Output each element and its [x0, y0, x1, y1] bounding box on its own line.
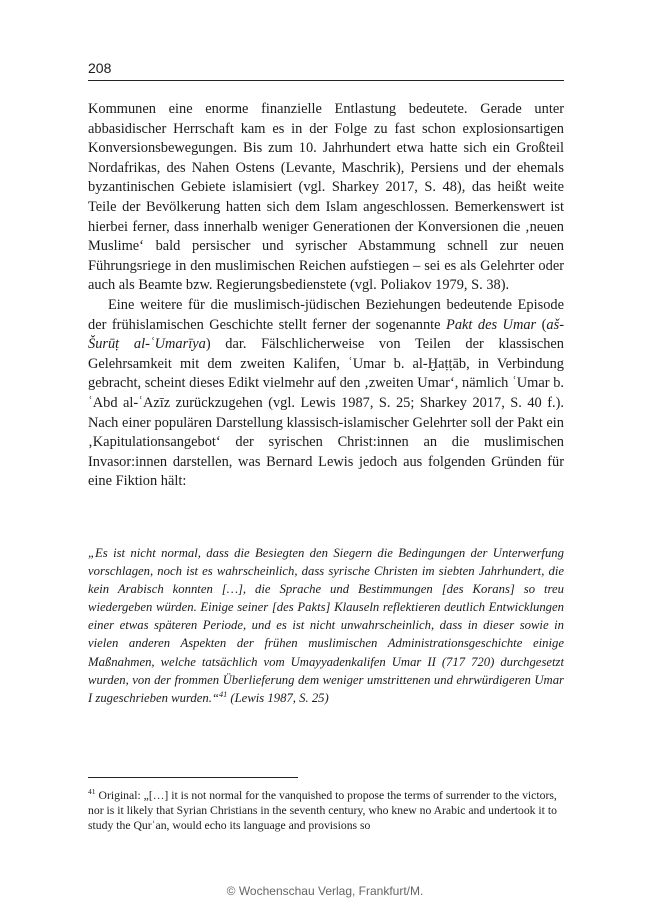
paragraph — [88, 296, 564, 492]
copyright-footer: © Wochenschau Verlag, Frankfurt/M. — [226, 884, 424, 898]
page-number: 208 — [88, 60, 112, 76]
footnote-rule — [88, 777, 298, 778]
footnote-text: Original: „[…] it is not normal for the vanquished to propose the terms of surrender to the victors, nor is it likely that Syrian Christians in the seventh century, who knew no Arabic and undertook it to study the Qurʾan, would echo its language and provisions so — [88, 789, 557, 832]
footnote — [88, 788, 564, 833]
paren-open: ( — [536, 316, 547, 333]
paragraph: Kommunen eine enorme finanzielle Entlastung bedeutete. Gerade unter abbasidischer Herrschaft kam es in der Folge zu fast schon explosionsartigen Konversionsbewegungen. Bis zum 10. Jahrhundert etwa hatte sich ein Großteil Nordafrikas, des Nahen Ostens (Levante, Maschrik), Persiens und der ehemals byzantinischen Gebiete islamisiert (vgl. Sharkey 2017, S. 48), das heißt weite Teile der Bevölkerung hatten sich dem Islam angeschlossen. Bemerkenswert ist hierbei ferner, dass innerhalb weniger Generationen der Konversionen die ‚neuen Muslime‘ bald persischer und syrischer Abstammung schnell zur neuen Führungsriege in den muslimischen Reichen aufstiegen – sei es als Gelehrter oder auch als Beamte bzw. Regierungsbedienstete (vgl. Poliakov 1979, S. 38). — [88, 101, 564, 294]
arabic-title: aš-Šurūṭ al-ʿUmarīya — [88, 316, 565, 353]
paragraph-text: Eine weitere für die muslimisch-jüdischen Beziehungen bedeutende Episode der frühislamischen Geschichte stellt ferner der sogenannte — [88, 296, 564, 333]
pact-title: Pakt des Umar — [446, 316, 537, 333]
footnote-number: 41 — [88, 787, 96, 797]
paragraph-text: ) dar. Fälschlicherweise von Teilen der klassischen Gelehrsamkeit mit dem zweiten Kalifen, ʿUmar b. al-Ḫaṭṭāb, in Verbindung gebracht, scheint dieses Edikt vielmehr auf den ‚zweiten Umar‘, nämlich ʿUmar b. ʿAbd al-ʿAzīz zurückzugehen (vgl. Lewis 1987, S. 25; Sharkey 2017, S. 40 f.). Nach einer populären Darstellung klassisch-islamischer Gelehrter soll der Pakt ein ‚Kapitulationsangebot‘ der syrischen Christ:innen an die muslimischen Invasor:innen darstellen, was Bernard Lewis jedoch aus folgenden Gründen für eine Fiktion hält: — [88, 336, 564, 490]
footnote-reference: 41 — [218, 689, 228, 699]
quote-citation: (Lewis 1987, S. 25) — [227, 690, 329, 705]
main-text — [88, 100, 564, 492]
block-quote — [88, 544, 564, 707]
quote-text: „Es ist nicht normal, dass die Besiegten den Siegern die Bedingungen der Unterwerfung vorschlagen, noch ist es wahrscheinlich, dass syrische Christen im siebten Jahrhundert, die kein Arabisch konnten […], die Sprache und Bestimmungen [des Korans] so treu wiedergeben würden. Einige seiner [des Pakts] Klauseln reflektieren deutlich Entwicklungen einer etwas späteren Periode, und es ist nicht unwahrscheinlich, dass in dieser sowie in vielen anderen Aspekten der frühen muslimischen Administrationsgeschichte einige Maßnahmen, welche tatsächlich vom Umayyadenkalifen Umar II (717 720) durchgesetzt wurden, von der frommen Überlieferung dem weniger umstrittenen und ehrwürdigeren Umar I zugeschrieben wurden.“ — [88, 546, 564, 705]
header-rule — [88, 80, 564, 81]
